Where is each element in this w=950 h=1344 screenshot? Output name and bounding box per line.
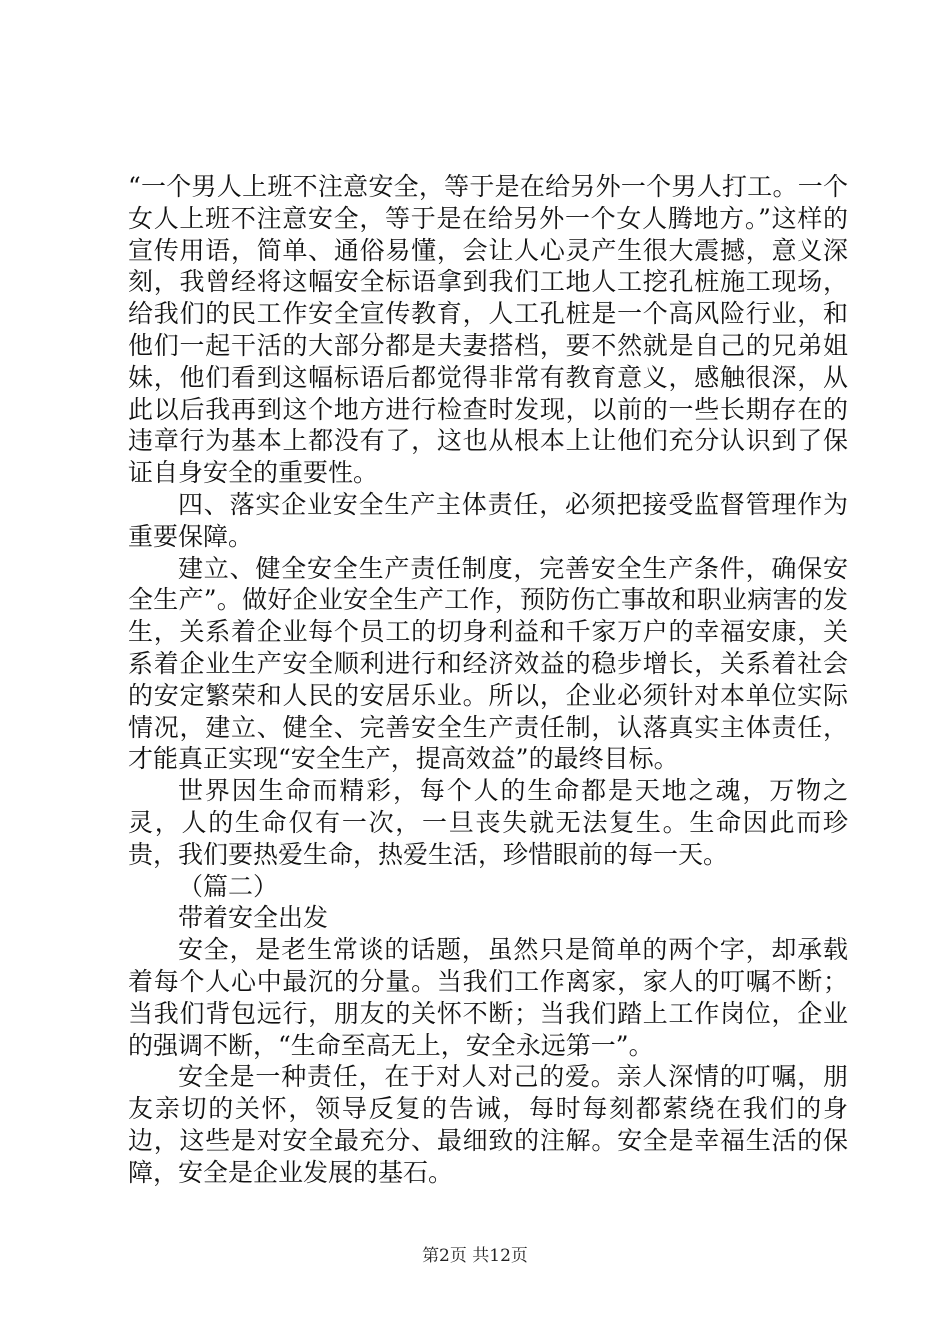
page-number-footer: 第2页 共12页 xyxy=(422,1246,528,1266)
document-body xyxy=(128,171,848,1189)
section-label-part-two: （篇二） xyxy=(178,871,279,901)
paragraph-life: 世界因生命而精彩，每个人的生命都是天地之魂，万物之灵，人的生命仅有一次，一旦丧失就无法复生。生命因此而珍贵，我们要热爱生命，热爱生活，珍惜眼前的每一天。 xyxy=(128,776,848,869)
paragraph-safety-responsibility: 安全是一种责任，在于对人对己的爱。亲人深情的叮嘱，朋友亲切的关怀，领导反复的告诫，每时每刻都萦绕在我们的身边，这些是对安全最充分、最细致的注解。安全是幸福生活的保障，安全是企业发展的基石。 xyxy=(128,1062,848,1187)
article-title: 带着安全出发 xyxy=(178,903,329,933)
paragraph-continued: “一个男人上班不注意安全，等于是在给另外一个男人打工。一个女人上班不注意安全，等于是在给另外一个女人腾地方。”这样的宣传用语，简单、通俗易懂，会让人心灵产生很大震撼，意义深刻，我曾经将这幅安全标语拿到我们工地人工挖孔桩施工现场，给我们的民工作安全宣传教育，人工孔桩是一个高风险行业，和他们一起干活的大部分都是夫妻搭档，要不然就是自己的兄弟姐妹，他们看到这幅标语后都觉得非常有教育意义，感触很深，从此以后我再到这个地方进行检查时发现，以前的一些长期存在的违章行为基本上都没有了，这也从根本上让他们充分认识到了保证自身安全的重要性。 xyxy=(128,172,848,488)
paragraph-safety-intro: 安全，是老生常谈的话题，虽然只是简单的两个字，却承载着每个人心中最沉的分量。当我们工作离家，家人的叮嘱不断；当我们背包远行，朋友的关怀不断；当我们踏上工作岗位，企业的强调不断，“生命至高无上，安全永远第一”。 xyxy=(128,935,848,1060)
paragraph-responsibility: 建立、健全安全生产责任制度，完善安全生产条件，确保安全生产”。做好企业安全生产工作，预防伤亡事故和职业病害的发生，关系着企业每个员工的切身利益和千家万户的幸福安康，关系着企业生产安全顺利进行和经济效益的稳步增长，关系着社会的安定繁荣和人民的安居乐业。所以，企业必须针对本单位实际情况，建立、健全、完善安全生产责任制，认落真实主体责任，才能真正实现“安全生产，提高效益”的最终目标。 xyxy=(128,553,848,774)
paragraph-section-four-heading: 四、落实企业安全生产主体责任，必须把接受监督管理作为重要保障。 xyxy=(128,489,848,551)
